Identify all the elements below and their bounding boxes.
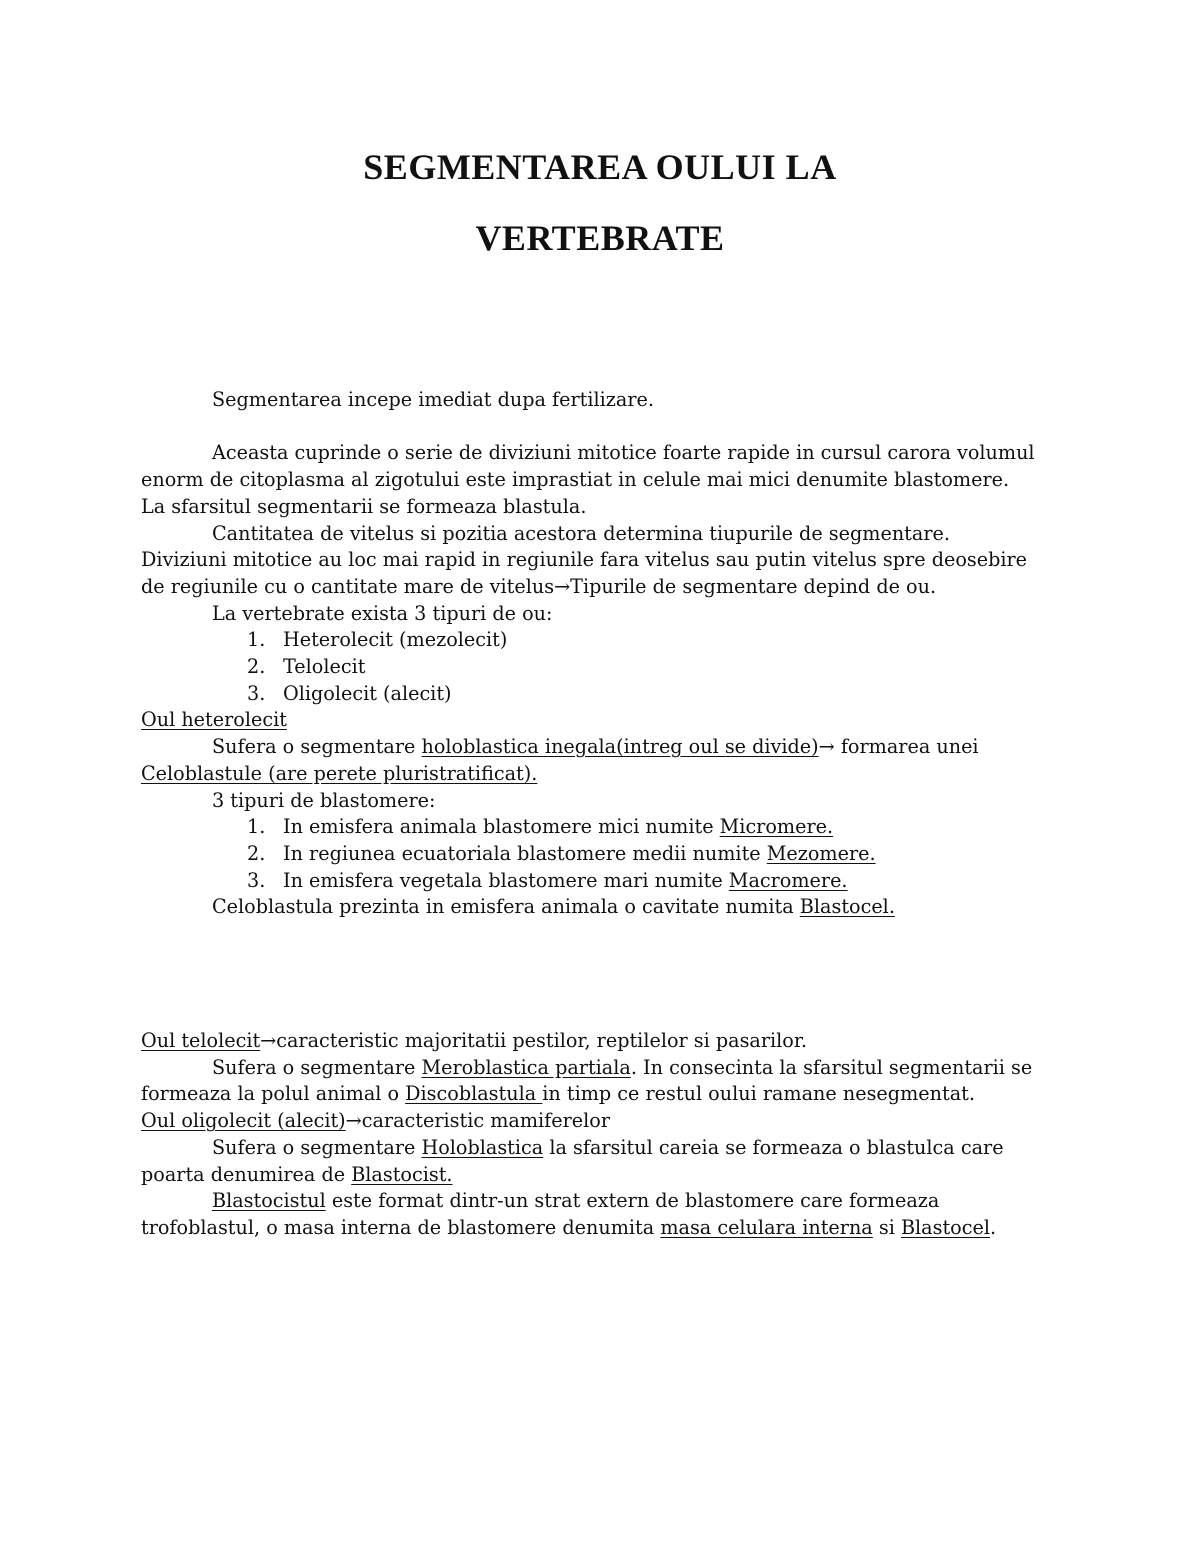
list-text: In regiunea ecuatoriala blastomere medii numite bbox=[283, 841, 767, 865]
text-run: → formarea unei bbox=[818, 735, 979, 759]
list-text: Oligolecit (alecit) bbox=[283, 681, 452, 705]
underlined-term: Holoblastica bbox=[421, 1135, 544, 1159]
underlined-term: Meroblastica partiala bbox=[421, 1055, 631, 1079]
text-run: Sufera o segmentare bbox=[212, 1135, 422, 1159]
text-run: Sufera o segmentare bbox=[212, 735, 422, 759]
document-title-line-1: SEGMENTAREA OULUI LA bbox=[363, 147, 837, 187]
text-run: →caracteristic majoritatii pestilor, reptilelor si pasarilor. bbox=[260, 1029, 808, 1053]
paragraph-line bbox=[141, 734, 1071, 761]
text-run: . In consecinta la sfarsitul segmentarii se bbox=[630, 1055, 1033, 1079]
paragraph-line: Cantitatea de vitelus si pozitia acestora determina tiupurile de segmentare. bbox=[212, 521, 950, 545]
list-text: Telolecit bbox=[283, 655, 366, 679]
list-item bbox=[141, 814, 1071, 841]
paragraph-line: Diviziuni mitotice au loc mai rapid in regiunile fara vitelus sau putin vitelus spre deosebire bbox=[141, 548, 1028, 572]
list-text: In emisfera animala blastomere mici numite bbox=[283, 815, 720, 839]
underlined-term: Macromere. bbox=[728, 868, 848, 892]
underlined-term: Blastocel bbox=[900, 1215, 990, 1239]
text-run: si bbox=[872, 1215, 901, 1239]
list-number: 2. bbox=[247, 841, 266, 865]
list-number: 3. bbox=[247, 868, 266, 892]
paragraph-line: enorm de citoplasma al zigotului este imprastiat in celule mai mici denumite blastomere. bbox=[141, 468, 1010, 492]
underlined-term: Oul telolecit bbox=[141, 1029, 261, 1053]
underlined-term: Discoblastula bbox=[405, 1082, 543, 1106]
section-heading-oligolecit bbox=[141, 1108, 1071, 1135]
list-text: Heterolecit (mezolecit) bbox=[283, 628, 508, 652]
list-number: 1. bbox=[247, 628, 266, 652]
text-run: in timp ce restul oului ramane nesegmentat. bbox=[542, 1082, 975, 1106]
section-heading-heterolecit bbox=[141, 707, 1071, 734]
blank-space bbox=[141, 921, 1071, 1028]
list-number: 2. bbox=[247, 655, 266, 679]
paragraph-line bbox=[141, 1215, 1071, 1242]
paragraph-intro: Segmentarea incepe imediat dupa fertilizare. bbox=[212, 388, 654, 411]
paragraph-line: La sfarsitul segmentarii se formeaza blastula. bbox=[141, 494, 587, 518]
underlined-term: holoblastica inegala(intreg oul se divide) bbox=[421, 735, 819, 759]
underlined-term: Blastocistul bbox=[212, 1189, 326, 1213]
underlined-term: Blastocel. bbox=[799, 895, 895, 919]
paragraph-line: 3 tipuri de blastomere: bbox=[212, 788, 436, 812]
paragraph-line: de regiunile cu o cantitate mare de vitelus→Tipurile de segmentare depind de ou. bbox=[141, 574, 937, 598]
text-run: trofoblastul, o masa interna de blastomere denumita bbox=[141, 1215, 661, 1239]
blank-line bbox=[141, 414, 1071, 441]
text-run: . bbox=[989, 1215, 997, 1239]
document-body bbox=[141, 387, 1071, 1242]
underlined-term: Micromere. bbox=[719, 815, 834, 839]
text-run: Celoblastula prezinta in emisfera animala o cavitate numita bbox=[212, 895, 800, 919]
text-run: →caracteristic mamiferelor bbox=[345, 1109, 611, 1133]
document-title-line-2: VERTEBRATE bbox=[475, 218, 725, 258]
underlined-term: Blastocist. bbox=[351, 1162, 453, 1186]
paragraph-line bbox=[141, 761, 1071, 788]
list-item bbox=[141, 654, 1071, 681]
underlined-term: Oul oligolecit (alecit) bbox=[141, 1109, 346, 1133]
paragraph-line bbox=[141, 894, 1071, 921]
paragraph-line bbox=[141, 1055, 1071, 1082]
paragraph-line: La vertebrate exista 3 tipuri de ou: bbox=[212, 601, 553, 625]
list-number: 1. bbox=[247, 815, 266, 839]
list-item bbox=[141, 841, 1071, 868]
paragraph-line bbox=[141, 1162, 1071, 1189]
list-item bbox=[141, 681, 1071, 708]
paragraph-line bbox=[141, 1188, 1071, 1215]
underlined-term: Celoblastule (are perete pluristratificat). bbox=[141, 761, 538, 785]
list-item bbox=[141, 627, 1071, 654]
underlined-term: masa celulara interna bbox=[660, 1215, 873, 1239]
underlined-term: Oul heterolecit bbox=[141, 708, 287, 732]
paragraph-line bbox=[141, 1081, 1071, 1108]
underlined-term: Mezomere. bbox=[766, 841, 876, 865]
text-run: este format dintr-un strat extern de blastomere care formeaza bbox=[325, 1189, 940, 1213]
list-number: 3. bbox=[247, 681, 266, 705]
text-run: poarta denumirea de bbox=[141, 1162, 352, 1186]
text-run: Sufera o segmentare bbox=[212, 1055, 422, 1079]
list-text: In emisfera vegetala blastomere mari numite bbox=[283, 868, 729, 892]
paragraph-line: Aceasta cuprinde o serie de diviziuni mitotice foarte rapide in cursul carora volumul bbox=[212, 441, 1035, 465]
paragraph-line bbox=[141, 1135, 1071, 1162]
list-item bbox=[141, 868, 1071, 895]
text-run: formeaza la polul animal o bbox=[141, 1082, 406, 1106]
text-run: la sfarsitul careia se formeaza o blastulca care bbox=[543, 1135, 1004, 1159]
section-heading-telolecit bbox=[141, 1028, 1071, 1055]
